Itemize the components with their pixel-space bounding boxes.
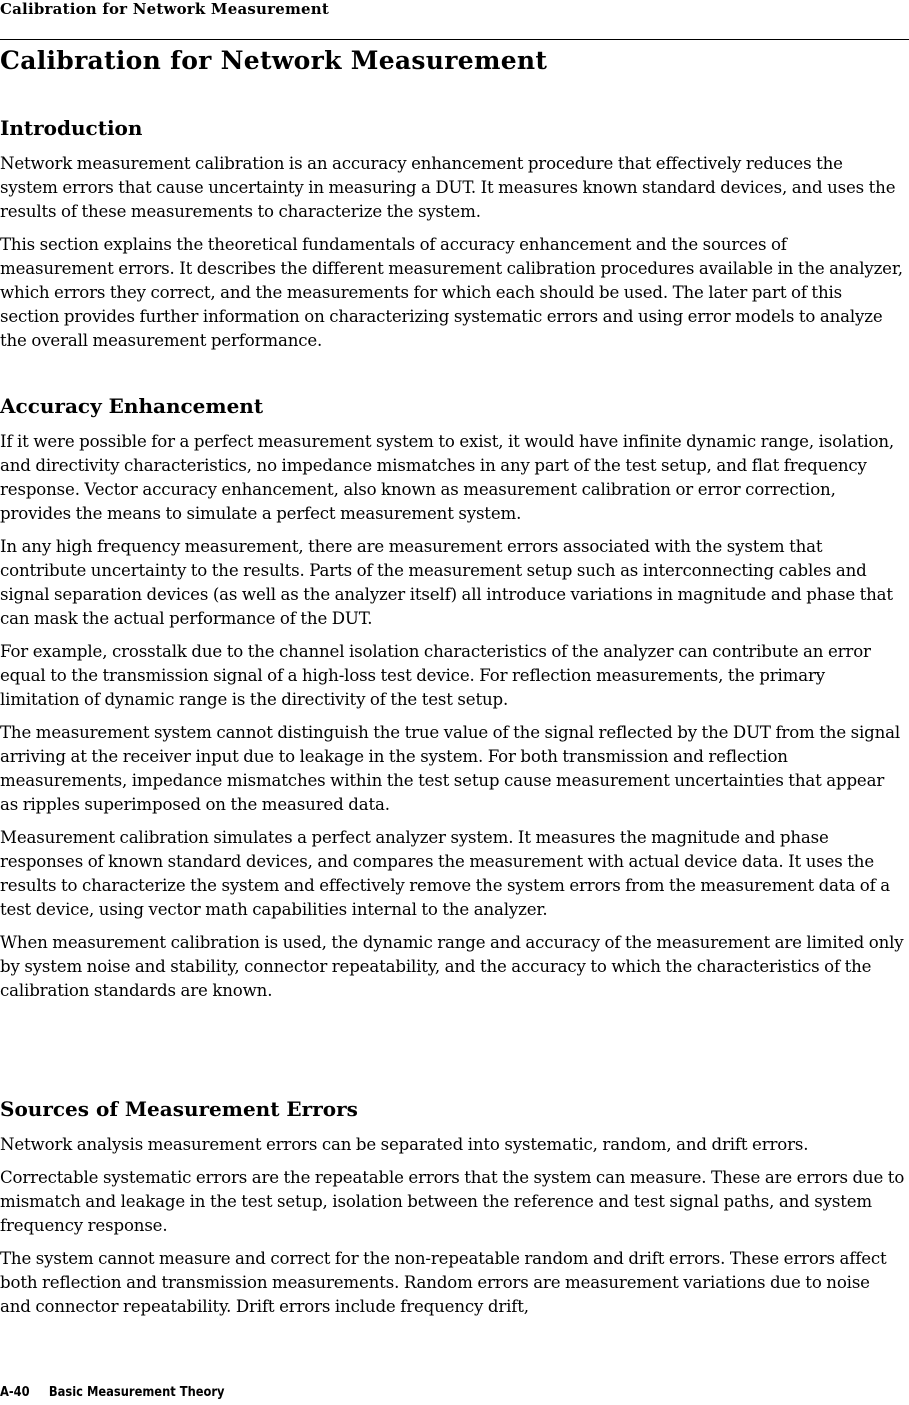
paragraph: Measurement calibration simulates a perfect analyzer system. It measures the magnitude and phase responses of known standard devices, and compares the measurement with actual device data. It uses the results to characterize the system and effectively remove the system errors from the measurement data of a test device, using vector math capabilities internal to the analyzer. <box>0 828 890 919</box>
section-sources-of-errors <box>0 1097 905 1328</box>
paragraph: The system cannot measure and correct for the non-repeatable random and drift errors. These errors affect both reflection and transmission measurements. Random errors are measurement variations due to noise and connector repeatability. Drift errors include frequency drift, <box>0 1249 887 1316</box>
chapter-title: Basic Measurement Theory <box>48 1384 225 1400</box>
paragraph: If it were possible for a perfect measurement system to exist, it would have infinite dynamic range, isolation, and directivity characteristics, no impedance mismatches in any part of the test setup, and flat frequency response. Vector accuracy enhancement, also known as measurement calibration or error correction, provides the means to simulate a perfect measurement system. <box>0 432 895 523</box>
paragraph: The measurement system cannot distinguish the true value of the signal reflected by the DUT from the signal arriving at the receiver input due to leakage in the system. For both transmission and reflection measurements, impedance mismatches within the test setup cause measurement uncertainties that appear as ripples superimposed on the measured data. <box>0 723 901 814</box>
paragraph: In any high frequency measurement, there are measurement errors associated with the system that contribute uncertainty to the results. Parts of the measurement setup such as interconnecting cables and signal separation devices (as well as the analyzer itself) all introduce variations in magnitude and phase that can mask the actual performance of the DUT. <box>0 537 893 628</box>
section-introduction <box>0 116 905 362</box>
section-heading: Sources of Measurement Errors <box>0 1097 358 1121</box>
paragraph: For example, crosstalk due to the channel isolation characteristics of the analyzer can contribute an error equal to the transmission signal of a high-loss test device. For reflection measurements, the primary limitation of dynamic range is the directivity of the test setup. <box>0 642 871 709</box>
paragraph: Network analysis measurement errors can be separated into systematic, random, and drift errors. <box>0 1135 809 1154</box>
section-heading: Accuracy Enhancement <box>0 394 264 418</box>
section-heading: Introduction <box>0 116 143 140</box>
section-accuracy-enhancement <box>0 394 905 1012</box>
running-head: Calibration for Network Measurement <box>0 0 330 18</box>
paragraph: This section explains the theoretical fundamentals of accuracy enhancement and the sources of measurement errors. It describes the different measurement calibration procedures available in the analyzer, which errors they correct, and the measurements for which each should be used. The later part of this section provides further information on characterizing systematic errors and using error models to analyze the overall measurement performance. <box>0 235 903 350</box>
page-title: Calibration for Network Measurement <box>0 46 548 75</box>
paragraph: Correctable systematic errors are the repeatable errors that the system can measure. These are errors due to mismatch and leakage in the test setup, isolation between the reference and test signal paths, and system frequency response. <box>0 1168 905 1235</box>
paragraph: When measurement calibration is used, the dynamic range and accuracy of the measurement are limited only by system noise and stability, connector repeatability, and the accuracy to which the characteristics of the calibration standards are known. <box>0 933 904 1000</box>
paragraph: Network measurement calibration is an accuracy enhancement procedure that effectively reduces the system errors that cause uncertainty in measuring a DUT. It measures known standard devices, and uses the results of these measurements to characterize the system. <box>0 154 896 221</box>
header-rule <box>0 39 909 40</box>
page-number: A-40 <box>0 1384 30 1400</box>
page-footer <box>0 1384 225 1400</box>
